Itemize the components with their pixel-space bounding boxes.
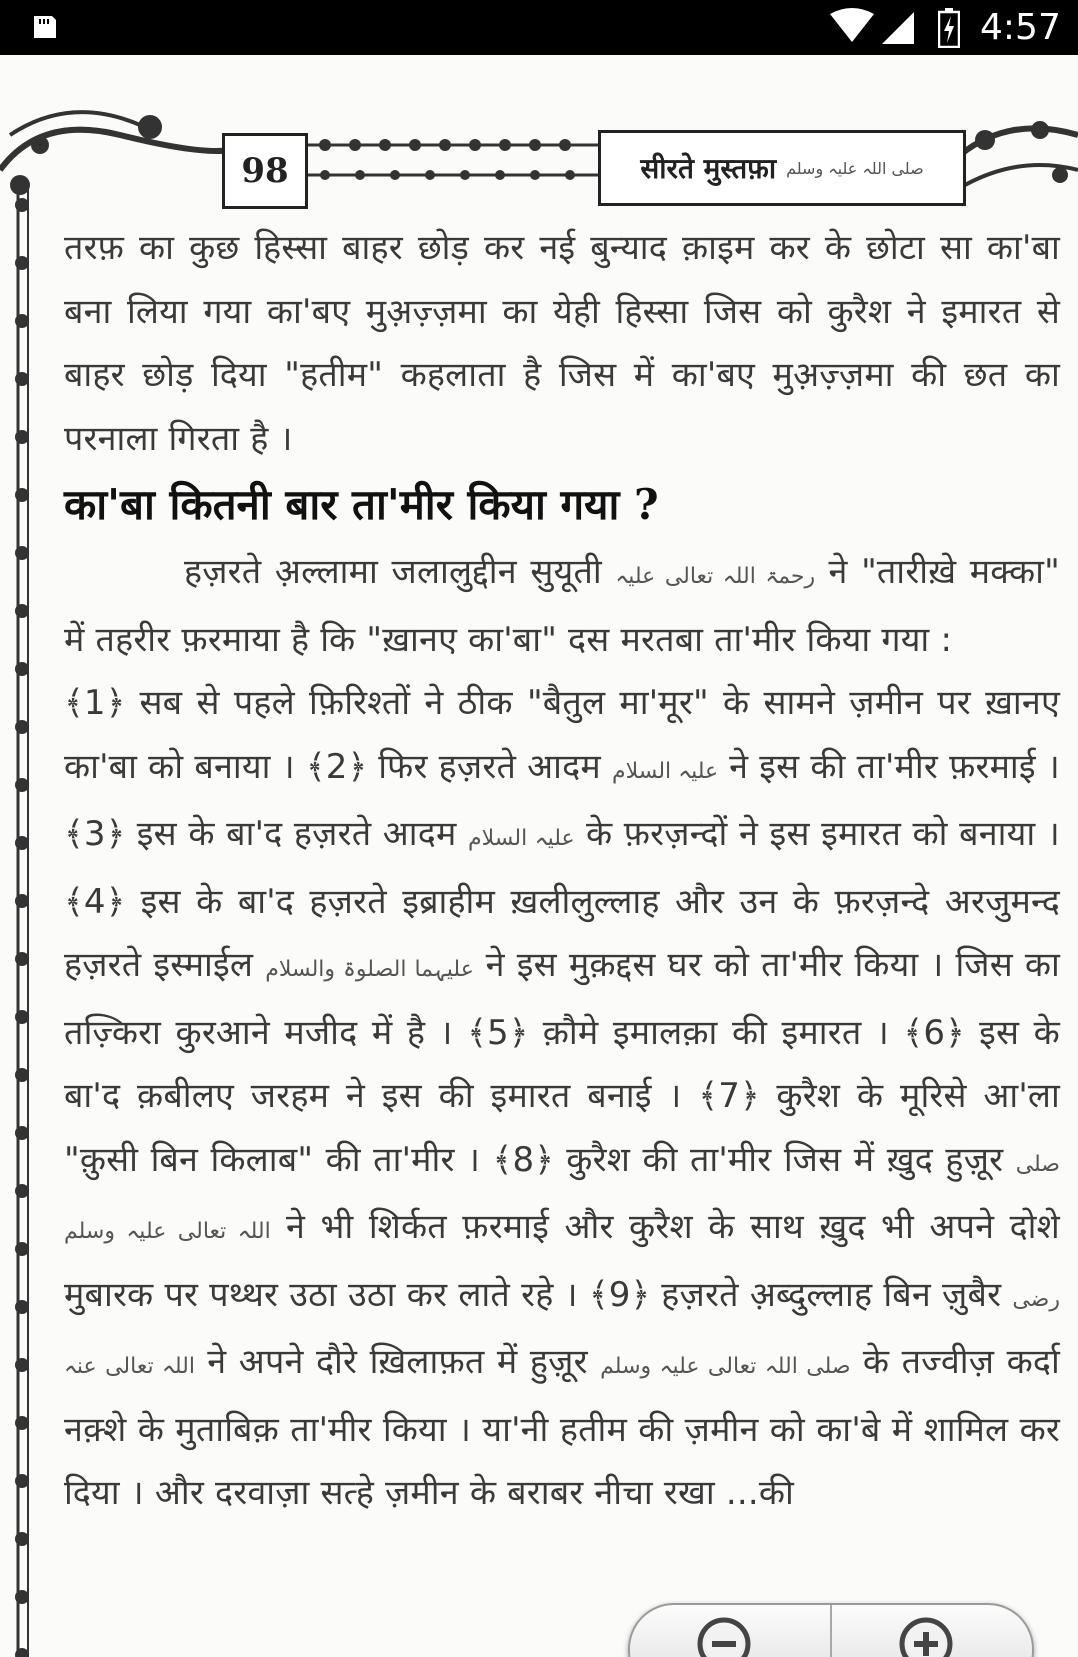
book-title-honorific: صلی اللہ علیہ وسلم: [786, 158, 924, 178]
border-bead: [15, 1416, 29, 1430]
page-content: [64, 217, 1060, 1526]
paragraph-text: के तज्वीज़ कर्दा नक़्शे के मुताबिक़ ता'मीर किया । या'नी हतीम की ज़मीन को का'बे में शामिल कर दिया । और दरवाज़ा सत्हे ज़मीन के बराबर नीचा रखा ...की: [64, 1342, 1060, 1513]
paragraph-text: हज़रते अ़ल्लामा जलालुद्दीन सुयूती: [184, 552, 616, 592]
paragraph-text: ने अपने दौरे ख़िलाफ़त में हुज़ूर: [195, 1342, 601, 1382]
border-bead: [15, 720, 29, 734]
wifi-icon: [828, 8, 876, 46]
arabic-honorific: رحمۃ اللہ تعالی علیہ: [615, 564, 816, 589]
zoom-in-icon: [890, 1608, 974, 1657]
border-bead: [15, 1184, 29, 1198]
zoom-in-button[interactable]: [830, 1605, 1032, 1657]
arabic-honorific: صلی اللہ تعالی علیہ وسلم: [64, 1151, 1060, 1244]
body-paragraph: तरफ़ का कुछ हिस्सा बाहर छोड़ कर नई बुन्याद क़ाइम कर के छोटा सा का'बा बना लिया गया का'बए मुअ़ज़्ज़मा का येही हिस्सा जिस को कुरैश ने इमारत से बाहर छोड़ दिया "हतीम" कहलाता है जिस में का'बए मुअ़ज़्ज़मा की छत का परनाला गिरता है ।: [64, 228, 1060, 459]
paragraph-text: के फ़रज़न्दों ने इस इमारत को बनाया । ﴾4﴿ इस के बा'द हज़रते इब्राहीम ख़लीलुल्लाह और उन के फ़रज़न्दे अरजुमन्द हज़रते इस्माईल: [64, 814, 1060, 985]
signal-icon: [880, 10, 916, 46]
arabic-honorific: رضی اللہ تعالی عنہ: [64, 1286, 1060, 1379]
border-bead: [15, 1300, 29, 1314]
body-paragraph: [64, 541, 1060, 672]
border-bead: [15, 546, 29, 560]
border-bead: [15, 1242, 29, 1256]
border-bead: [15, 1474, 29, 1488]
border-bead: [15, 1126, 29, 1140]
arabic-honorific: علیہما الصلوۃ والسلام: [265, 957, 474, 982]
arabic-honorific: علیہ السلام: [468, 826, 575, 851]
border-bead: [15, 430, 29, 444]
border-bead: [15, 256, 29, 270]
border-bead: [15, 836, 29, 850]
border-bead: [15, 1532, 29, 1546]
book-title: [598, 130, 966, 206]
paragraph-text: ने इस की ता'मीर फ़रमाई । ﴾3﴿ इस के बा'द हज़रते आदम: [64, 746, 1061, 854]
paragraph-text: ने "तारीख़े मक्का" में तहरीर फ़रमाया है कि "ख़ानए का'बा" दस मरतबा ता'मीर किया गया :: [64, 552, 1060, 660]
zoom-out-icon: [688, 1608, 772, 1657]
border-bead: [15, 1068, 29, 1082]
paragraph-text: ﴾1﴿ सब से पहले फ़िरिश्तों ने ठीक "बैतुल मा'मूर" के सामने ज़मीन पर ख़ानए का'बा को बनाया । ﴾2﴿ फिर हज़रते आदम: [64, 683, 1060, 787]
left-border-ornament: [0, 185, 50, 1657]
border-bead: [15, 372, 29, 386]
border-bead: [15, 488, 29, 502]
paragraph-text: ने इस मुक़द्दस घर को ता'मीर किया । जिस का तज़्किरा कुरआने मजीद में है । ﴾5﴿ क़ौमे इमालक़ा की इमारत । ﴾6﴿ इस के बा'द क़बीलए जरहम ने इस की इमारत बनाई । ﴾7﴿ कुरैश के मूरिसे आ'ला "क़ुसी बिन किलाब" की ता'मीर । ﴾8﴿ कुरैश की ता'मीर जिस में ख़ुद हुज़ूर: [64, 945, 1061, 1180]
border-bead: [15, 952, 29, 966]
status-clock: 4:57: [980, 7, 1061, 48]
border-bead: [15, 662, 29, 676]
border-bead: [15, 314, 29, 328]
arabic-honorific: علیہ السلام: [611, 758, 719, 784]
border-bead: [15, 1010, 29, 1024]
sd-card-icon: [30, 12, 60, 42]
paragraph-text: ने भी शिर्कत फ़रमाई और कुरैश के साथ ख़ुद भी अपने दोशे मुबारक पर पथ्थर उठा उठा कर लाते रहे । ﴾9﴿ हज़रते अ़ब्दुल्लाह बिन ज़ुबैर: [64, 1207, 1060, 1315]
border-bead: [15, 894, 29, 908]
zoom-out-button[interactable]: [630, 1605, 830, 1657]
book-page: [0, 55, 1078, 1657]
border-bead: [15, 198, 29, 212]
page-number: 98: [222, 133, 308, 209]
battery-charging-icon: [938, 8, 960, 48]
book-title-text: सीरते मुस्तफ़ा: [640, 152, 777, 185]
zoom-controls: [628, 1603, 1034, 1657]
border-bead: [15, 604, 29, 618]
arabic-honorific: صلی اللہ تعالی علیہ وسلم: [600, 1354, 851, 1379]
border-bead: [15, 1358, 29, 1372]
border-bead: [15, 778, 29, 792]
section-heading: का'बा कितनी बार ता'मीर किया गया ?: [64, 480, 659, 529]
border-bead: [15, 1590, 29, 1604]
status-bar: [0, 0, 1078, 55]
body-paragraph: [64, 672, 1060, 1526]
